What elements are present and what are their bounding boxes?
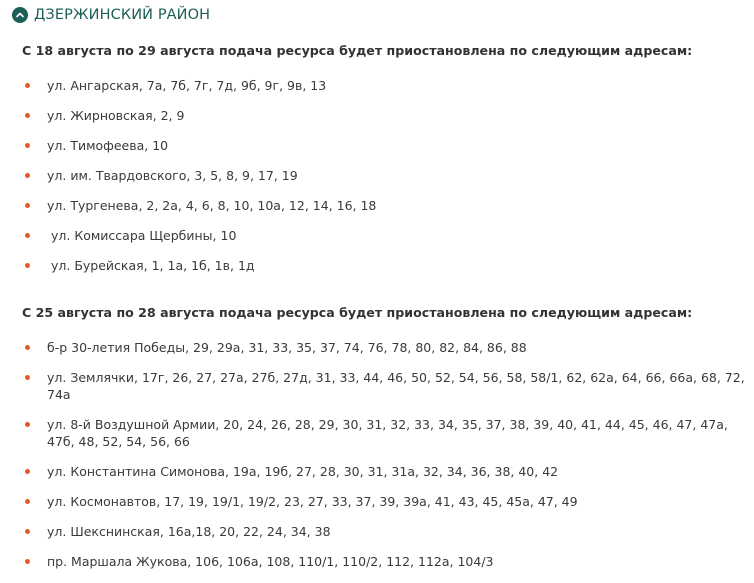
address-list [22,339,747,570]
bullet-dot [25,499,30,504]
bullet-dot [25,345,30,350]
bullet-dot [25,263,30,268]
bullet-dot [25,83,30,88]
bullet-dot [25,203,30,208]
bullet-dot [25,143,30,148]
address-item: ул. Землячки, 17г, 26, 27, 27а, 27б, 27д, 31, 33, 44, 46, 50, 52, 54, 56, 58, 58/1, 62, 62а, 64, 66, 66а, 68, 72, 74а [22,369,747,403]
bullet-dot [25,375,30,380]
district-title: ДЗЕРЖИНСКИЙ РАЙОН [34,7,211,23]
bullet-dot [25,422,30,427]
bullet-dot [25,233,30,238]
chevron-up-icon[interactable] [12,7,28,23]
bullet-dot [25,559,30,564]
address-item: ул. Бурейская, 1, 1а, 1б, 1в, 1д [22,257,747,274]
bullet-dot [25,173,30,178]
address-item: ул. Шекснинская, 16а,18, 20, 22, 24, 34, 38 [22,523,747,540]
section-heading: С 25 августа по 28 августа подача ресурса будет приостановлена по следующим адресам: [22,305,693,320]
address-item: пр. Маршала Жукова, 106, 106а, 108, 110/1, 110/2, 112, 112а, 104/3 [22,553,747,570]
district-accordion-header[interactable] [12,4,210,26]
bullet-dot [25,113,30,118]
bullet-dot [25,529,30,534]
address-list [22,77,747,274]
address-item: ул. 8-й Воздушной Армии, 20, 24, 26, 28, 29, 30, 31, 32, 33, 34, 35, 37, 38, 39, 40, 41, 44, 45, 46, 47, 47а, 47б, 48, 52, 54, 56, 66 [22,416,747,450]
address-item: ул. Жирновская, 2, 9 [22,107,747,124]
address-item: б-р 30-летия Победы, 29, 29а, 31, 33, 35, 37, 74, 76, 78, 80, 82, 84, 86, 88 [22,339,747,356]
address-item: ул. Тургенева, 2, 2а, 4, 6, 8, 10, 10а, 12, 14, 16, 18 [22,197,747,214]
address-item: ул. Ангарская, 7а, 7б, 7г, 7д, 9б, 9г, 9в, 13 [22,77,747,94]
section-heading: С 18 августа по 29 августа подача ресурса будет приостановлена по следующим адресам: [22,43,693,58]
address-item: ул. им. Твардовского, 3, 5, 8, 9, 17, 19 [22,167,747,184]
address-item: ул. Комиссара Щербины, 10 [22,227,747,244]
outage-section-2 [22,305,747,583]
outage-section-1 [22,43,747,287]
address-item: ул. Космонавтов, 17, 19, 19/1, 19/2, 23, 27, 33, 37, 39, 39а, 41, 43, 45, 45а, 47, 49 [22,493,747,510]
bullet-dot [25,469,30,474]
address-item: ул. Константина Симонова, 19а, 19б, 27, 28, 30, 31, 31а, 32, 34, 36, 38, 40, 42 [22,463,747,480]
address-item: ул. Тимофеева, 10 [22,137,747,154]
